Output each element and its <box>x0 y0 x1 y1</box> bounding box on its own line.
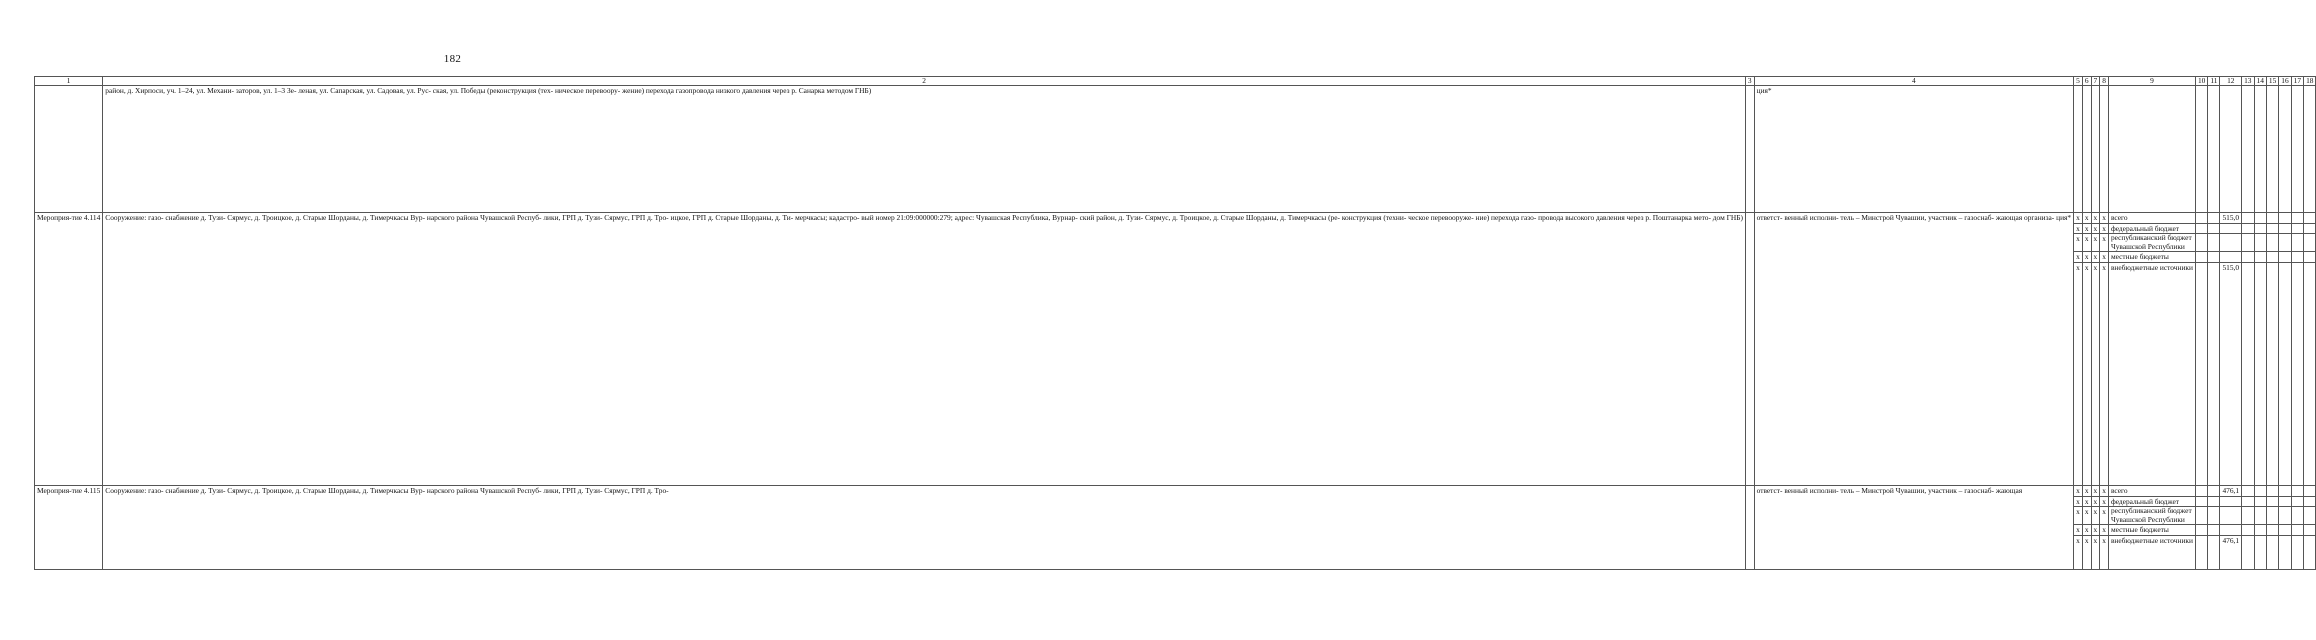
funding-source: внебюджетные источники <box>2108 535 2195 569</box>
empty-cell <box>2279 507 2291 525</box>
empty-cell <box>2208 485 2220 496</box>
x-mark: х <box>2082 252 2091 263</box>
empty-cell <box>2208 535 2220 569</box>
empty-cell <box>2195 525 2207 536</box>
x-mark: х <box>2091 223 2100 234</box>
x-mark: х <box>2082 223 2091 234</box>
empty-cell <box>2304 86 2316 213</box>
empty-cell <box>2304 535 2316 569</box>
empty-cell <box>2291 223 2303 234</box>
empty-cell <box>2266 535 2278 569</box>
column-number: 1 <box>35 77 103 86</box>
funding-source: республиканский бюджет Чувашской Республики <box>2108 234 2195 252</box>
empty-cell <box>2304 234 2316 252</box>
empty-cell <box>2279 252 2291 263</box>
empty-cell <box>2254 223 2266 234</box>
empty-cell <box>2266 252 2278 263</box>
x-mark: х <box>2091 525 2100 536</box>
empty-cell <box>2242 86 2254 213</box>
empty-cell <box>2266 496 2278 507</box>
empty-cell <box>2291 535 2303 569</box>
amount-cell: 476,1 <box>2220 485 2242 496</box>
executor-cell: ция* <box>1754 86 2074 213</box>
amount-cell <box>2220 252 2242 263</box>
empty-cell <box>2100 86 2109 213</box>
empty-cell <box>2091 86 2100 213</box>
executor-cell: ответст- венный исполни- тель – Минстрой Чувашии, участник – газоснаб- жающая <box>1754 485 2074 569</box>
empty-cell <box>2254 86 2266 213</box>
x-mark: х <box>2100 213 2109 224</box>
x-mark: х <box>2100 525 2109 536</box>
funding-source: республиканский бюджет Чувашской Республики <box>2108 507 2195 525</box>
budget-table <box>34 76 2316 570</box>
empty-cell <box>2291 234 2303 252</box>
amount-cell: 476,1 <box>2220 535 2242 569</box>
column-number: 8 <box>2100 77 2109 86</box>
amount-cell: 515,0 <box>2220 213 2242 224</box>
empty-cell <box>2291 213 2303 224</box>
empty-cell <box>2195 252 2207 263</box>
x-mark: х <box>2091 234 2100 252</box>
empty-cell <box>2266 525 2278 536</box>
column-number: 18 <box>2304 77 2316 86</box>
empty-cell <box>2242 213 2254 224</box>
x-mark: х <box>2074 496 2083 507</box>
x-mark: х <box>2074 223 2083 234</box>
empty-cell <box>2242 535 2254 569</box>
empty-cell <box>2254 496 2266 507</box>
empty-cell <box>2195 485 2207 496</box>
column-number: 4 <box>1754 77 2074 86</box>
continuation-row <box>35 86 2316 213</box>
empty-cell <box>2195 507 2207 525</box>
empty-cell <box>2266 485 2278 496</box>
empty-cell <box>2266 234 2278 252</box>
empty-cell <box>2304 213 2316 224</box>
column-number: 13 <box>2242 77 2254 86</box>
funding-row <box>35 213 2316 224</box>
empty-cell <box>2195 262 2207 485</box>
amount-cell <box>2220 496 2242 507</box>
empty-cell <box>2304 507 2316 525</box>
x-mark: х <box>2074 507 2083 525</box>
empty-cell <box>2208 262 2220 485</box>
column-number: 2 <box>103 77 1746 86</box>
x-mark: х <box>2082 234 2091 252</box>
x-mark: х <box>2074 234 2083 252</box>
empty-cell <box>2195 223 2207 234</box>
funding-source: местные бюджеты <box>2108 252 2195 263</box>
empty-cell <box>2220 86 2242 213</box>
x-mark: х <box>2082 507 2091 525</box>
measure-cell: Мероприя-тие 4.115 <box>35 485 103 569</box>
x-mark: х <box>2074 485 2083 496</box>
funding-source: местные бюджеты <box>2108 525 2195 536</box>
empty-cell <box>2195 213 2207 224</box>
x-mark: х <box>2074 213 2083 224</box>
empty-cell <box>2242 485 2254 496</box>
empty-cell <box>2242 496 2254 507</box>
amount-cell: 515,0 <box>2220 262 2242 485</box>
empty-cell <box>2304 252 2316 263</box>
column-number: 14 <box>2254 77 2266 86</box>
amount-cell <box>2220 223 2242 234</box>
empty-cell <box>2242 507 2254 525</box>
measure-cell <box>35 86 103 213</box>
x-mark: х <box>2074 535 2083 569</box>
x-mark: х <box>2091 485 2100 496</box>
x-mark: х <box>2091 252 2100 263</box>
empty-cell <box>2254 252 2266 263</box>
empty-cell <box>2254 234 2266 252</box>
amount-cell <box>2220 507 2242 525</box>
empty-cell <box>2108 86 2195 213</box>
empty-cell <box>2291 507 2303 525</box>
x-mark: х <box>2082 485 2091 496</box>
empty-cell <box>2208 223 2220 234</box>
empty-cell <box>2254 485 2266 496</box>
amount-cell <box>2220 234 2242 252</box>
empty-cell <box>2304 262 2316 485</box>
x-mark: х <box>2100 496 2109 507</box>
x-mark: х <box>2091 535 2100 569</box>
empty-cell <box>2279 213 2291 224</box>
empty-cell <box>2291 525 2303 536</box>
description-cell: Сооружение: газо- снабжение д. Тузи- Сярмус, д. Троицкое, д. Старые Шорданы, д. Тимерчкасы Вур- нарского района Чувашской Респуб- лики, ГРП д. Тузи- Сярмус, ГРП д. Тро- ицкое, ГРП д. Старые Шорданы, д. Ти- мерчкасы; кадастро- вый номер 21:09:000000:279; адрес: Чувашская Республика, Вурнар- ский район, д. Тузи- Сярмус, д. Троицкое, д. Старые Шорданы, д. Тимерчкасы (ре- конструкция (техни- ческое перевооруже- ние) перехода газо- провода высокого давления через р. Поштанарка мето- дом ГНБ) <box>103 213 1746 486</box>
empty-cell <box>2242 223 2254 234</box>
x-mark: х <box>2100 535 2109 569</box>
funding-source: всего <box>2108 485 2195 496</box>
empty-cell <box>2291 86 2303 213</box>
funding-source: всего <box>2108 213 2195 224</box>
empty-cell <box>2208 507 2220 525</box>
empty-cell <box>2254 213 2266 224</box>
empty-cell <box>2304 223 2316 234</box>
x-mark: х <box>2100 485 2109 496</box>
x-mark: х <box>2100 223 2109 234</box>
empty-cell <box>2242 234 2254 252</box>
x-mark: х <box>2082 262 2091 485</box>
empty-cell <box>2254 535 2266 569</box>
x-mark: х <box>2082 535 2091 569</box>
empty-cell <box>2304 496 2316 507</box>
executor-cell: ответст- венный исполни- тель – Минстрой Чувашии, участник – газоснаб- жающая организа- ция* <box>1754 213 2074 486</box>
empty-cell <box>1745 86 1754 213</box>
empty-cell <box>2208 234 2220 252</box>
funding-row <box>35 485 2316 496</box>
description-cell: Сооружение: газо- снабжение д. Тузи- Сярмус, д. Троицкое, д. Старые Шорданы, д. Тимерчкасы Вур- нарского района Чувашской Респуб- лики, ГРП д. Тузи- Сярмус, ГРП д. Тро- <box>103 485 1746 569</box>
funding-source: внебюджетные источники <box>2108 262 2195 485</box>
funding-source: федеральный бюджет <box>2108 223 2195 234</box>
empty-cell <box>2242 252 2254 263</box>
amount-cell <box>2220 525 2242 536</box>
empty-cell <box>2195 86 2207 213</box>
column-number: 6 <box>2082 77 2091 86</box>
empty-cell <box>2266 213 2278 224</box>
empty-cell <box>2279 223 2291 234</box>
empty-cell <box>2208 525 2220 536</box>
empty-cell <box>2304 525 2316 536</box>
empty-cell <box>2279 535 2291 569</box>
column-number: 17 <box>2291 77 2303 86</box>
empty-cell <box>2279 496 2291 507</box>
column-number: 11 <box>2208 77 2220 86</box>
empty-cell <box>2279 525 2291 536</box>
empty-cell <box>2254 507 2266 525</box>
empty-cell <box>2266 223 2278 234</box>
x-mark: х <box>2100 507 2109 525</box>
column-number: 7 <box>2091 77 2100 86</box>
measure-cell: Мероприя-тие 4.114 <box>35 213 103 486</box>
empty-cell <box>2291 496 2303 507</box>
empty-cell <box>2195 234 2207 252</box>
x-mark: х <box>2074 525 2083 536</box>
empty-cell <box>2208 252 2220 263</box>
empty-cell <box>2279 485 2291 496</box>
empty-cell <box>2279 86 2291 213</box>
x-mark: х <box>2091 262 2100 485</box>
empty-cell <box>2208 213 2220 224</box>
column-number: 5 <box>2074 77 2083 86</box>
x-mark: х <box>2100 234 2109 252</box>
page-number: 182 <box>443 53 462 65</box>
empty-cell <box>2279 234 2291 252</box>
empty-cell <box>2074 86 2083 213</box>
empty-cell <box>2266 262 2278 485</box>
empty-cell <box>2291 262 2303 485</box>
empty-cell <box>2254 525 2266 536</box>
empty-cell <box>2266 86 2278 213</box>
description-cell: район, д. Хирпоси, уч. 1–24, ул. Механи- заторов, ул. 1–3 Зе- леная, ул. Сапарская, ул. Садовая, ул. Рус- ская, ул. Победы (реконструкция (тех- ническое перевоору- жение) перехода газопровода низкого давления через р. Санарка методом ГНБ) <box>103 86 1746 213</box>
x-mark: х <box>2091 213 2100 224</box>
empty-cell <box>2279 262 2291 485</box>
empty-cell <box>2208 86 2220 213</box>
empty-cell <box>2242 262 2254 485</box>
x-mark: х <box>2100 262 2109 485</box>
empty-cell <box>2266 507 2278 525</box>
x-mark: х <box>2074 252 2083 263</box>
x-mark: х <box>2091 496 2100 507</box>
column-number: 3 <box>1745 77 1754 86</box>
x-mark: х <box>2082 496 2091 507</box>
empty-cell <box>2291 485 2303 496</box>
x-mark: х <box>2074 262 2083 485</box>
column-number: 15 <box>2266 77 2278 86</box>
empty-cell <box>2242 525 2254 536</box>
empty-cell <box>2195 535 2207 569</box>
column-number-row <box>35 77 2316 86</box>
empty-cell <box>2291 252 2303 263</box>
funding-source: федеральный бюджет <box>2108 496 2195 507</box>
column-number: 9 <box>2108 77 2195 86</box>
x-mark: х <box>2082 525 2091 536</box>
column-number: 12 <box>2220 77 2242 86</box>
empty-cell <box>2208 496 2220 507</box>
empty-cell <box>2304 485 2316 496</box>
empty-cell <box>1745 485 1754 569</box>
empty-cell <box>2082 86 2091 213</box>
column-number: 16 <box>2279 77 2291 86</box>
x-mark: х <box>2091 507 2100 525</box>
empty-cell <box>2195 496 2207 507</box>
empty-cell <box>2254 262 2266 485</box>
x-mark: х <box>2082 213 2091 224</box>
column-number: 10 <box>2195 77 2207 86</box>
x-mark: х <box>2100 252 2109 263</box>
empty-cell <box>1745 213 1754 486</box>
